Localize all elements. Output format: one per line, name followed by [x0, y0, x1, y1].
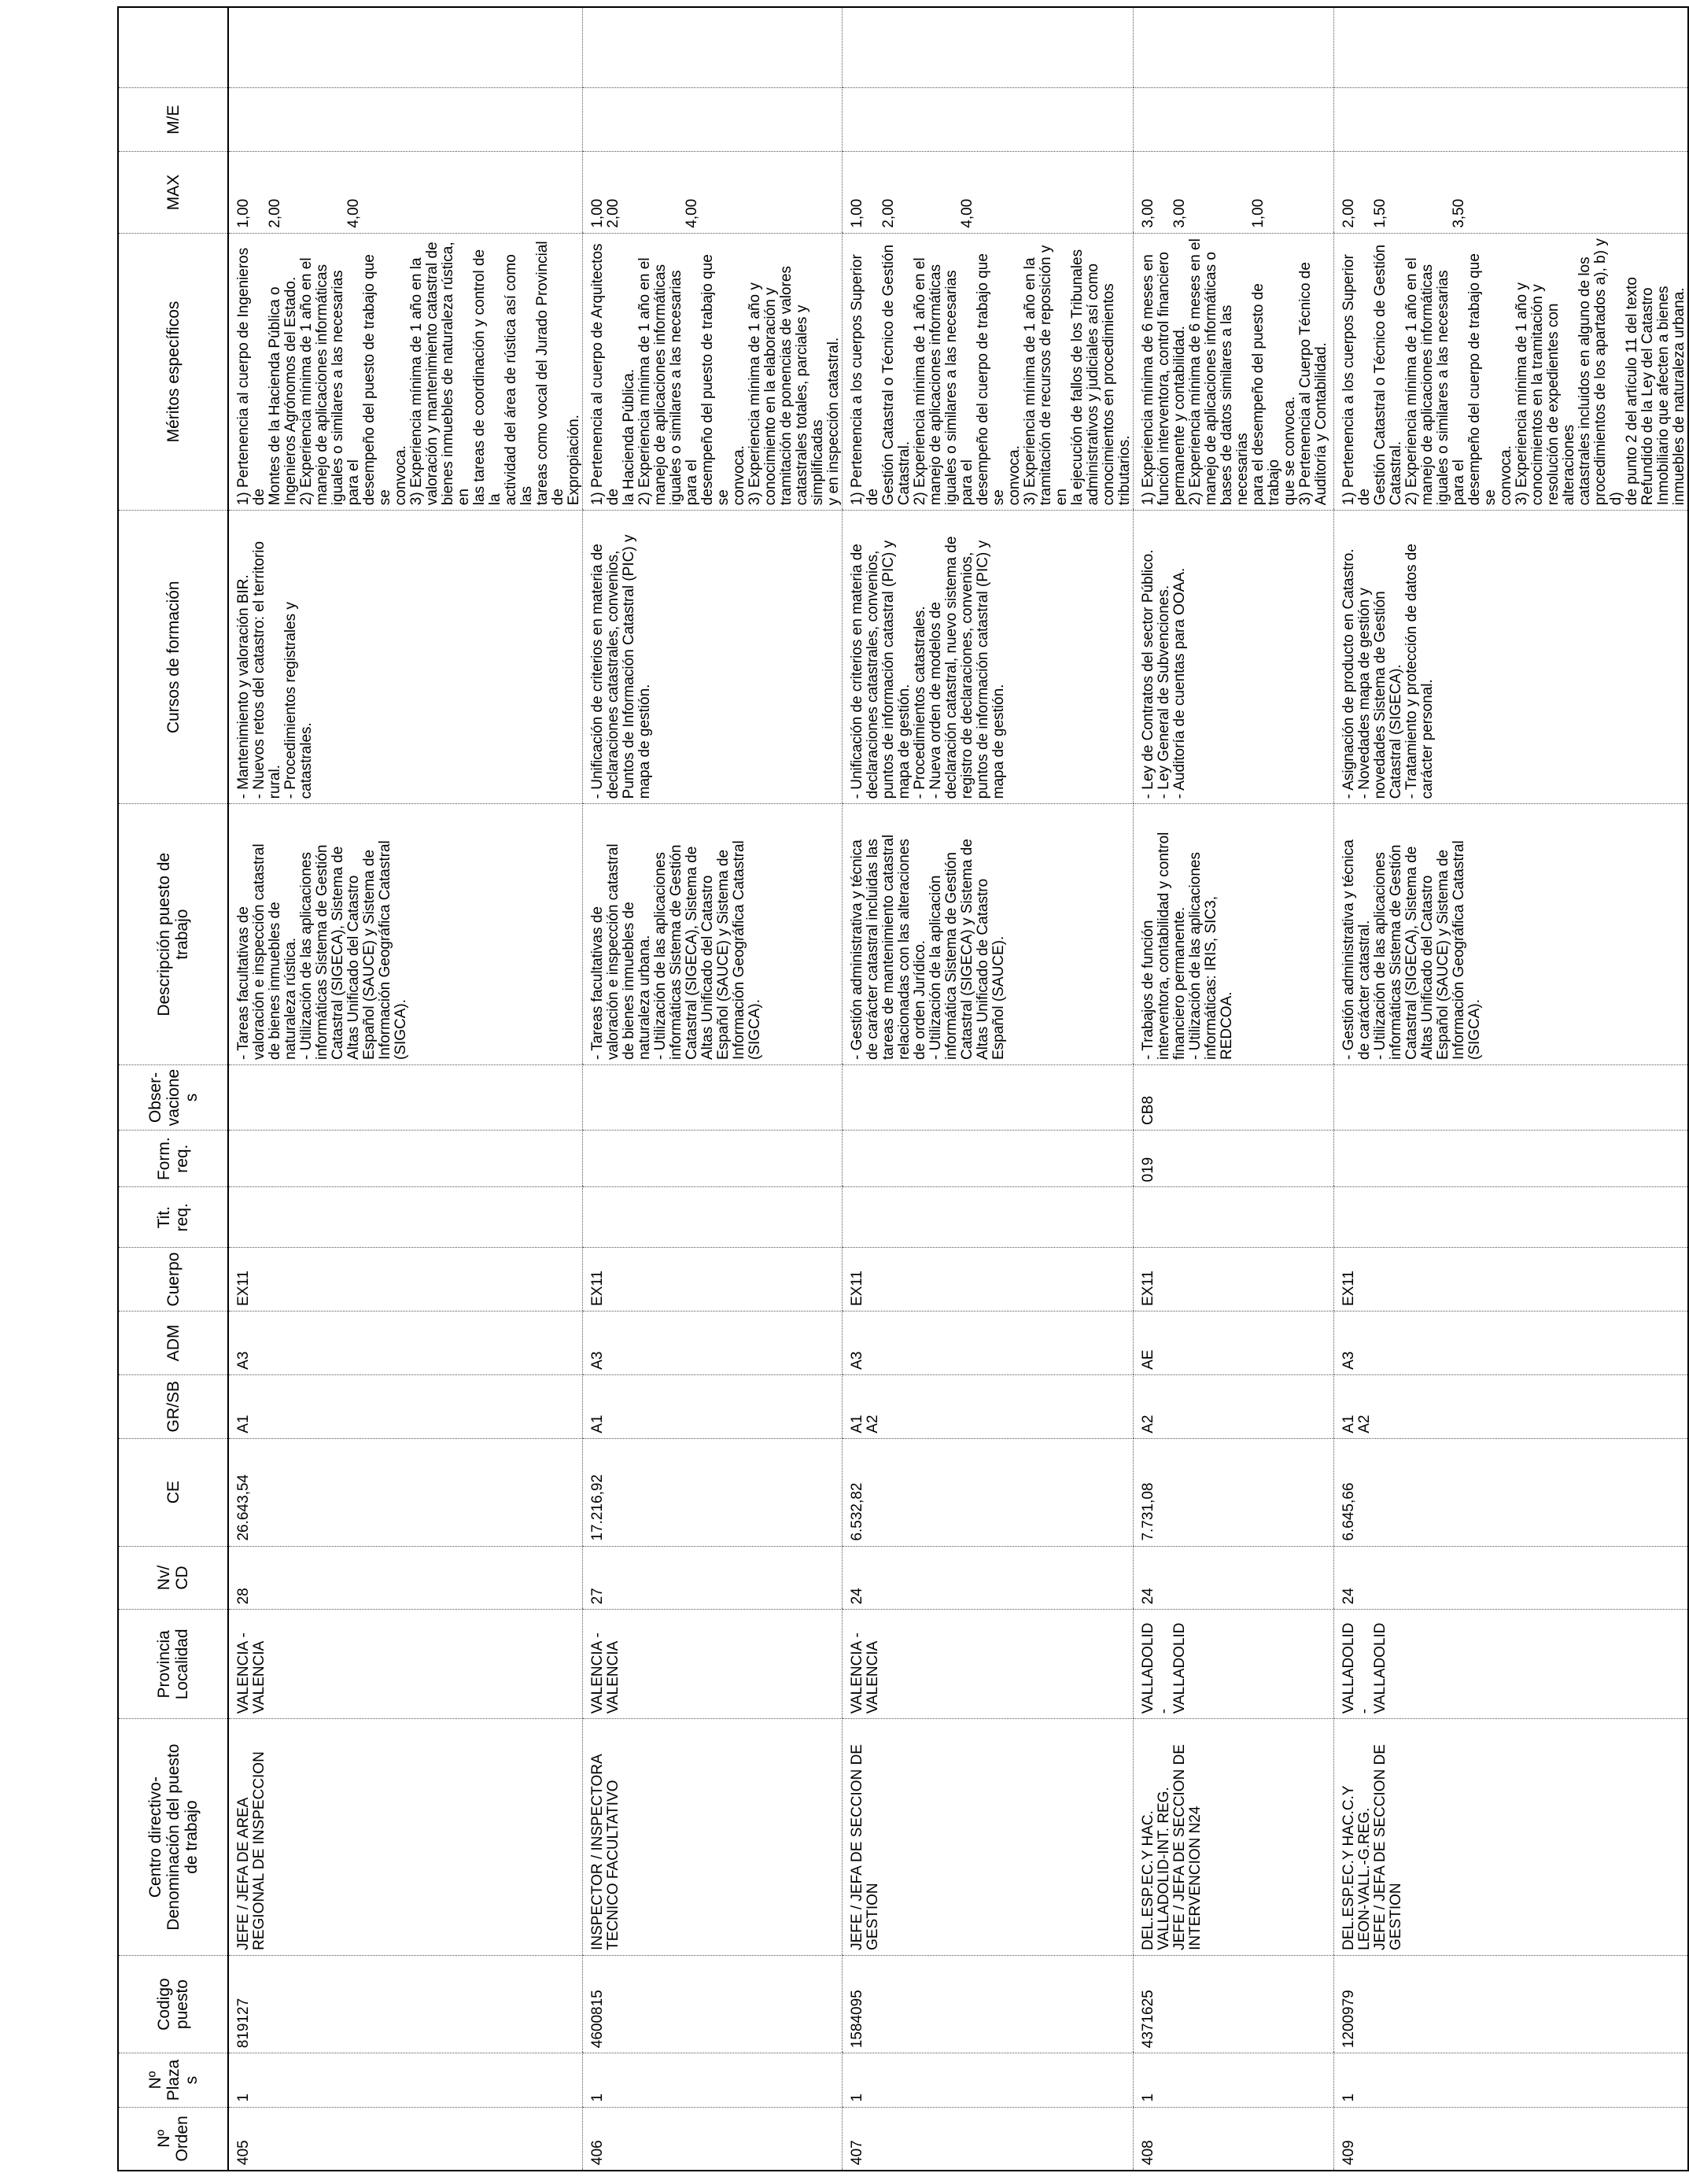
cell-max: 1,00 2,00 4,00 [843, 152, 1134, 234]
cell-orden: 407 [843, 2107, 1134, 2171]
cell-grupo: A1 [583, 1374, 843, 1438]
cell-blank [843, 7, 1134, 88]
cell-cursos: - Asignación de producto en Catastro. - Novedades mapa de gestión y novedades Sistema de Gestión Catastral (SIGECA). - Tratamiento y protección de datos de carácter personal. [1334, 511, 1689, 804]
cell-obs [843, 1065, 1134, 1131]
cell-grupo: A1 A2 [1334, 1374, 1689, 1438]
cell-centro [1134, 1719, 1334, 1956]
cell-ce: 26.643,54 [228, 1438, 583, 1546]
cell-descripcion: - Trabajos de función interventora, contabilidad y control financiero permanente. - Utilización de las aplicaciones informáticas: IRIS, SIC3, REDCOA. [1134, 804, 1334, 1065]
cell-tit [228, 1187, 583, 1248]
cell-nivel: 28 [228, 1546, 583, 1610]
cell-cursos: - Unificación de criterios en materia de declaraciones catastrales, convenios, Puntos de Información Catastral (PIC) y mapa de gestión. [583, 511, 843, 804]
cell-me [1334, 88, 1689, 152]
cell-provincia: VALENCIA - VALENCIA [843, 1610, 1134, 1719]
cell-provincia: VALENCIA - VALENCIA [583, 1610, 843, 1719]
col-form-header: Form. req. [118, 1130, 228, 1187]
cell-meritos: 1) Pertenencia al cuerpo de Ingenieros de Montes de la Hacienda Pública o Ingenieros Agrónomos del Estado. 2) Experiencia mínima de 1 año en el manejo de aplicaciones informáticas iguales o similares a las necesarias para el desempeño del puesto de trabajo que se convoca. 3) Experiencia mínima de 1 año en la valoración y mantenimiento catastral de bienes inmuebles de naturaleza rústica, en las tareas de coordinación y control de la actividad del área de rústica así como las tareas como vocal del Jurado Provincial de Expropiación. [228, 233, 583, 510]
cell-form [583, 1130, 843, 1187]
cell-ce: 7.731,08 [1134, 1438, 1334, 1546]
cell-cuerpo: EX11 [1134, 1248, 1334, 1312]
table-row [1134, 7, 1334, 2171]
col-adm-header: ADM [118, 1312, 228, 1375]
col-provincia-header: Provincia Localidad [118, 1610, 228, 1719]
cell-adm: A3 [228, 1312, 583, 1375]
cell-me [583, 88, 843, 152]
cell-codigo: 819127 [228, 1955, 583, 2053]
cell-me [843, 88, 1134, 152]
cell-plazas: 1 [583, 2053, 843, 2107]
table-row [843, 7, 1134, 2171]
centro-directivo: DEL.ESP.EC.Y HAC.C.Y LEON-VALL.-G.REG. [1341, 1785, 1373, 1950]
cell-obs [228, 1065, 583, 1131]
cell-me [228, 88, 583, 152]
col-me-header: M/E [118, 88, 228, 152]
col-meritos-header: Méritos específicos [118, 233, 228, 510]
col-tit-header: Tit. req. [118, 1187, 228, 1248]
header-row [118, 7, 228, 2171]
cell-centro [583, 1719, 843, 1956]
cell-obs: CB8 [1134, 1065, 1334, 1131]
cell-obs [583, 1065, 843, 1131]
col-plazas-header: Nº Plazas [118, 2053, 228, 2107]
cell-nivel: 24 [1134, 1546, 1334, 1610]
cell-meritos: 1) Pertenencia al cuerpo de Arquitectos de la Hacienda Pública. 2) Experiencia mínima de 1 año en el manejo de aplicaciones informáticas iguales o similares a las necesarias para el desempeño del puesto de trabajo que se convoca. 3) Experiencia mínima de 1 año y conocimiento en la elaboración y tramitación de ponencias de valores catastrales totales, parciales y simplificadas y en inspección catastral. [583, 233, 843, 510]
cell-nivel: 24 [1334, 1546, 1689, 1610]
cell-cuerpo: EX11 [583, 1248, 843, 1312]
cell-cursos: - Mantenimiento y valoración BIR. - Nuevos retos del catastro: el territorio rural. - Procedimientos registrales y catastrales. [228, 511, 583, 804]
cell-grupo: A2 [1134, 1374, 1334, 1438]
cell-blank [1134, 7, 1334, 88]
denominacion-puesto: INSPECTOR / INSPECTORA TECNICO FACULTATIVO [589, 1754, 621, 1950]
col-orden-header: Nº Orden [118, 2107, 228, 2171]
cell-nivel: 27 [583, 1546, 843, 1610]
table-row [1334, 7, 1689, 2171]
cell-orden: 408 [1134, 2107, 1334, 2171]
table-body [228, 7, 1688, 2171]
cell-orden: 405 [228, 2107, 583, 2171]
cell-max: 2,00 1,50 3,50 [1334, 152, 1689, 234]
cell-centro [1334, 1719, 1689, 1956]
cell-max: 3,00 3,00 1,00 [1134, 152, 1334, 234]
cell-form: 019 [1134, 1130, 1334, 1187]
cell-codigo: 4371625 [1134, 1955, 1334, 2053]
cell-me [1134, 88, 1334, 152]
cell-cuerpo: EX11 [1334, 1248, 1689, 1312]
denominacion-puesto: JEFE / JEFA DE SECCION DE GESTION [1372, 1744, 1404, 1950]
col-centro-header: Centro directivo- Denominación del puesto de trabajo [118, 1719, 228, 1956]
col-blank-header [118, 7, 228, 88]
cell-plazas: 1 [1134, 2053, 1334, 2107]
table-row [583, 7, 843, 2171]
cell-cuerpo: EX11 [228, 1248, 583, 1312]
cell-obs [1334, 1065, 1689, 1131]
centro-directivo: DEL.ESP.EC.Y HAC. VALLADOLID-INT. REG. [1140, 1787, 1172, 1950]
denominacion-puesto: JEFE / JEFA DE SECCION DE INTERVENCION N24 [1171, 1744, 1204, 1950]
cell-ce: 6.645,66 [1334, 1438, 1689, 1546]
col-obs-header: Obser- vaciones [118, 1065, 228, 1131]
cell-plazas: 1 [843, 2053, 1134, 2107]
cell-orden: 409 [1334, 2107, 1689, 2171]
cell-nivel: 24 [843, 1546, 1134, 1610]
col-codigo-header: Codigo puesto [118, 1955, 228, 2053]
cell-descripcion: - Tareas facultativas de valoración e inspección catastral de bienes inmuebles de naturaleza urbana. - Utilización de las aplicaciones informáticas Sistema de Gestión Catastral (SIGECA), Sistema de Altas Unificado del Catastro Español (SAUCE) y Sistema de Información Geográfica Catastral (SIGCA). [583, 804, 843, 1065]
cell-cursos: - Ley de Contratos del sector Público. - Ley General de Subvenciones. - Auditoría de cuentas para OOAA. [1134, 511, 1334, 804]
col-max-header: MAX [118, 152, 228, 234]
cell-plazas: 1 [228, 2053, 583, 2107]
cell-blank [583, 7, 843, 88]
cell-tit [1334, 1187, 1689, 1248]
cell-meritos: 1) Pertenencia a los cuerpos Superior de Gestión Catastral o Técnico de Gestión Catastral. 2) Experiencia mínima de 1 año en el manejo de aplicaciones informáticas iguales o similares a las necesarias para el desempeño del cuerpo de trabajo que se convoca. 3) Experiencia mínima de 1 año y conocimientos en la tramitación y resolución de expedientes con alteraciones catastrales incluidos en alguno de los procedimientos de los apartados a), b) y d) de punto 2 del artículo 11 del texto Refundido de la Ley del Catastro Inmobiliario que afecten a bienes inmuebles de naturaleza urbana. [1334, 233, 1689, 510]
col-cuerpo-header: Cuerpo [118, 1248, 228, 1312]
denominacion-puesto: JEFE / JEFA DE AREA REGIONAL DE INSPECCION [235, 1751, 267, 1950]
cell-form [228, 1130, 583, 1187]
cell-descripcion: - Gestión administrativa y técnica de carácter catastral. - Utilización de las aplicaciones informáticas Sistema de Gestión Catastral (SIGECA), Sistema de Altas Unificado del Catastro Español (SAUCE) y Sistema de Información Geográfica Catastral (SIGCA). [1334, 804, 1689, 1065]
cell-tit [583, 1187, 843, 1248]
denominacion-puesto: JEFE / JEFA DE SECCION DE GESTION [849, 1744, 881, 1950]
cell-adm: AE [1134, 1312, 1334, 1375]
cell-provincia: VALLADOLID - VALLADOLID [1334, 1610, 1689, 1719]
cell-adm: A3 [843, 1312, 1134, 1375]
cell-plazas: 1 [1334, 2053, 1689, 2107]
cell-cuerpo: EX11 [843, 1248, 1134, 1312]
col-ce-header: CE [118, 1438, 228, 1546]
col-descripcion-header: Descripción puesto de trabajo [118, 804, 228, 1065]
cell-ce: 17.216,92 [583, 1438, 843, 1546]
cell-centro [843, 1719, 1134, 1956]
cell-centro [228, 1719, 583, 1956]
cell-descripcion: - Gestión administrativa y técnica de carácter catastral incluidas las tareas de mantenimiento catastral relacionadas con las alteraciones de orden Jurídico. - Utilización de la aplicación informática Sistema de Gestión Catastral (SIGECA) y Sistema de Altas Unificado de Catastro Español (SAUCE). [843, 804, 1134, 1065]
cell-tit [843, 1187, 1134, 1248]
cell-ce: 6.532,82 [843, 1438, 1134, 1546]
cell-codigo: 4600815 [583, 1955, 843, 2053]
cell-codigo: 1200979 [1334, 1955, 1689, 2053]
cell-grupo: A1 A2 [843, 1374, 1134, 1438]
cell-adm: A3 [1334, 1312, 1689, 1375]
cell-provincia: VALENCIA - VALENCIA [228, 1610, 583, 1719]
cell-blank [1334, 7, 1689, 88]
cell-blank [228, 7, 583, 88]
col-grupo-header: GR/SB [118, 1374, 228, 1438]
table-row [228, 7, 583, 2171]
rpt-table [117, 6, 1689, 2171]
cell-provincia: VALLADOLID - VALLADOLID [1134, 1610, 1334, 1719]
cell-grupo: A1 [228, 1374, 583, 1438]
cell-adm: A3 [583, 1312, 843, 1375]
cell-codigo: 1584095 [843, 1955, 1134, 2053]
cell-cursos: - Unificación de criterios en materia de declaraciones catastrales, convenios, puntos de información catastral (PIC) y mapa de gestión. - Procedimientos catastrales. - Nueva orden de modelos de declaración catastral, nuevo sistema de registro de declaraciones, convenios, puntos de información catastral (PIC) y mapa de gestión. [843, 511, 1134, 804]
cell-meritos: 1) Pertenencia a los cuerpos Superior de Gestión Catastral o Técnico de Gestión Catastral. 2) Experiencia mínima de 1 año en el manejo de aplicaciones informáticas iguales o similares a las necesarias para el desempeño del cuerpo de trabajo que se convoca. 3) Experiencia mínima de 1 año en la tramitación de recursos de reposición y en la ejecución de fallos de los Tribunales administrativos y judiciales así como conocimientos en procedimientos tributarios. [843, 233, 1134, 510]
cell-form [1334, 1130, 1689, 1187]
cell-max: 1,00 2,00 4,00 [228, 152, 583, 234]
col-cursos-header: Cursos de formación [118, 511, 228, 804]
cell-tit [1134, 1187, 1334, 1248]
cell-descripcion: - Tareas facultativas de valoración e inspección catastral de bienes inmuebles de naturaleza rústica. - Utilización de las aplicaciones informáticas Sistema de Gestión Catastral (SIGECA), Sistema de Altas Unificado del Catastro Español (SAUCE) y Sistema de Información Geográfica Catastral (SIGCA). [228, 804, 583, 1065]
cell-form [843, 1130, 1134, 1187]
cell-orden: 406 [583, 2107, 843, 2171]
cell-meritos: 1) Experiencia mínima de 6 meses en función interventora, control financiero permanente y contabilidad. 2) Experiencia mínima de 6 meses en el manejo de aplicaciones informáticas o bases de datos similares a las necesarias para el desempeño del puesto de trabajo que se convoca. 3) Pertenencia al Cuerpo Técnico de Auditoría y Contabilidad. [1134, 233, 1334, 510]
cell-max: 1,00 2,00 4,00 [583, 152, 843, 234]
col-nivel-header: Nv/ CD [118, 1546, 228, 1610]
